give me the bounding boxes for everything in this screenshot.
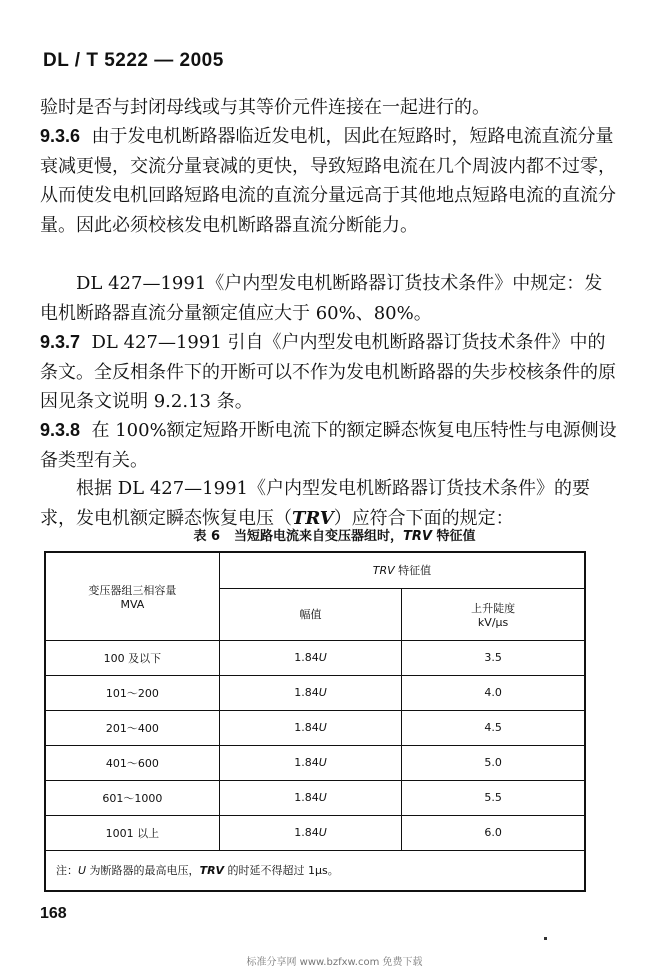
voltage-symbol: U bbox=[318, 721, 327, 734]
capacity-cell: 201～400 bbox=[45, 710, 219, 745]
clause-9-3-7 bbox=[40, 328, 620, 417]
continuation-paragraph: 验时是否与封闭母线或与其等价元件连接在一起进行的。 bbox=[40, 97, 490, 118]
amplitude-cell bbox=[219, 780, 401, 815]
voltage-symbol: U bbox=[318, 791, 327, 804]
amplitude-cell bbox=[219, 710, 401, 745]
rise-rate-cell: 3.5 bbox=[402, 640, 585, 675]
trv-table bbox=[44, 551, 586, 892]
header-rise-rate-unit: kV/μs bbox=[477, 615, 509, 629]
header-capacity bbox=[45, 552, 219, 640]
trv-abbreviation: TRV bbox=[372, 564, 395, 578]
clause-9-3-6 bbox=[40, 122, 620, 240]
clause-number: 9.3.8 bbox=[40, 420, 81, 440]
table-note bbox=[45, 850, 585, 891]
header-amplitude: 幅值 bbox=[219, 588, 401, 640]
table-caption bbox=[0, 525, 669, 544]
note-text: 的时延不得超过 1μs。 bbox=[224, 864, 339, 878]
amplitude-cell bbox=[219, 640, 401, 675]
rise-rate-cell: 5.0 bbox=[402, 745, 585, 780]
rise-rate-cell: 5.5 bbox=[402, 780, 585, 815]
voltage-symbol: U bbox=[318, 756, 327, 769]
header-rise-rate bbox=[402, 588, 585, 640]
caption-text: 当短路电流来自变压器组时， bbox=[234, 529, 404, 544]
clause-number: 9.3.7 bbox=[40, 332, 81, 352]
rise-rate-cell: 4.0 bbox=[402, 675, 585, 710]
amplitude-cell bbox=[219, 675, 401, 710]
page-number: 168 bbox=[40, 905, 67, 922]
caption-suffix: 特征值 bbox=[432, 529, 476, 544]
capacity-cell: 401～600 bbox=[45, 745, 219, 780]
table-row bbox=[45, 815, 585, 850]
voltage-symbol: U bbox=[78, 864, 87, 878]
note-text: 为断路器的最高电压， bbox=[86, 864, 200, 878]
amplitude-coefficient: 1.84 bbox=[294, 791, 319, 804]
header-rise-rate-label: 上升陡度 bbox=[471, 601, 516, 615]
trv-abbreviation: TRV bbox=[403, 529, 432, 544]
table-row bbox=[45, 780, 585, 815]
header-trv-suffix: 特征值 bbox=[394, 564, 432, 578]
paragraph-text: 根据 DL 427—1991《户内型发电机断路器订货技术条件》的要求，发电机额定瞬态恢复电压（ bbox=[40, 478, 590, 529]
header-capacity-label: 变压器组三相容量 bbox=[88, 583, 177, 597]
standard-header: DL / T 5222 — 2005 bbox=[43, 50, 224, 71]
table-note-row bbox=[45, 850, 585, 891]
voltage-symbol: U bbox=[318, 651, 327, 664]
voltage-symbol: U bbox=[318, 686, 327, 699]
dl427-paragraph: DL 427—1991《户内型发电机断路器订货技术条件》中规定：发电机断路器直流分量额定值应大于 60%、80%。 bbox=[40, 273, 603, 324]
amplitude-coefficient: 1.84 bbox=[294, 651, 319, 664]
table-row bbox=[45, 675, 585, 710]
capacity-cell: 601～1000 bbox=[45, 780, 219, 815]
watermark: 标准分享网 www.bzfxw.com 免费下载 bbox=[246, 957, 423, 968]
table-header-row bbox=[45, 552, 585, 588]
rise-rate-cell: 6.0 bbox=[402, 815, 585, 850]
clause-9-3-8 bbox=[40, 416, 620, 475]
paragraph-text: ）应符合下面的规定： bbox=[333, 507, 514, 529]
capacity-cell: 100 及以下 bbox=[45, 640, 219, 675]
scan-speck bbox=[544, 937, 547, 940]
clause-number: 9.3.6 bbox=[40, 126, 81, 146]
trv-abbreviation: TRV bbox=[292, 507, 334, 529]
amplitude-cell bbox=[219, 745, 401, 780]
header-trv-group bbox=[219, 552, 585, 588]
table-number: 表 6 bbox=[193, 529, 221, 544]
amplitude-coefficient: 1.84 bbox=[294, 756, 319, 769]
table-row bbox=[45, 745, 585, 780]
header-capacity-unit: MVA bbox=[120, 597, 145, 611]
clause-text: DL 427—1991 引自《户内型发电机断路器订货技术条件》中的条文。全反相条件下的开断可以不作为发电机断路器的失步校核条件的原因见条文说明 9.2.13 条。 bbox=[40, 332, 616, 412]
table-row bbox=[45, 710, 585, 745]
amplitude-coefficient: 1.84 bbox=[294, 826, 319, 839]
amplitude-cell bbox=[219, 815, 401, 850]
note-prefix: 注： bbox=[56, 864, 78, 878]
table-row bbox=[45, 640, 585, 675]
amplitude-coefficient: 1.84 bbox=[294, 686, 319, 699]
capacity-cell: 101～200 bbox=[45, 675, 219, 710]
trv-abbreviation: TRV bbox=[199, 864, 225, 878]
clause-text: 由于发电机断路器临近发电机，因此在短路时，短路电流直流分量衰减更慢，交流分量衰减的更快，导致短路电流在几个周波内都不过零，从而使发电机回路短路电流的直流分量远高于其他地点短路电流的直流分量。因此必须校核发电机断路器直流分断能力。 bbox=[40, 126, 616, 236]
capacity-cell: 1001 以上 bbox=[45, 815, 219, 850]
clause-text: 在 100%额定短路开断电流下的额定瞬态恢复电压特性与电源侧设备类型有关。 bbox=[40, 420, 617, 471]
voltage-symbol: U bbox=[318, 826, 327, 839]
amplitude-coefficient: 1.84 bbox=[294, 721, 319, 734]
rise-rate-cell: 4.5 bbox=[402, 710, 585, 745]
